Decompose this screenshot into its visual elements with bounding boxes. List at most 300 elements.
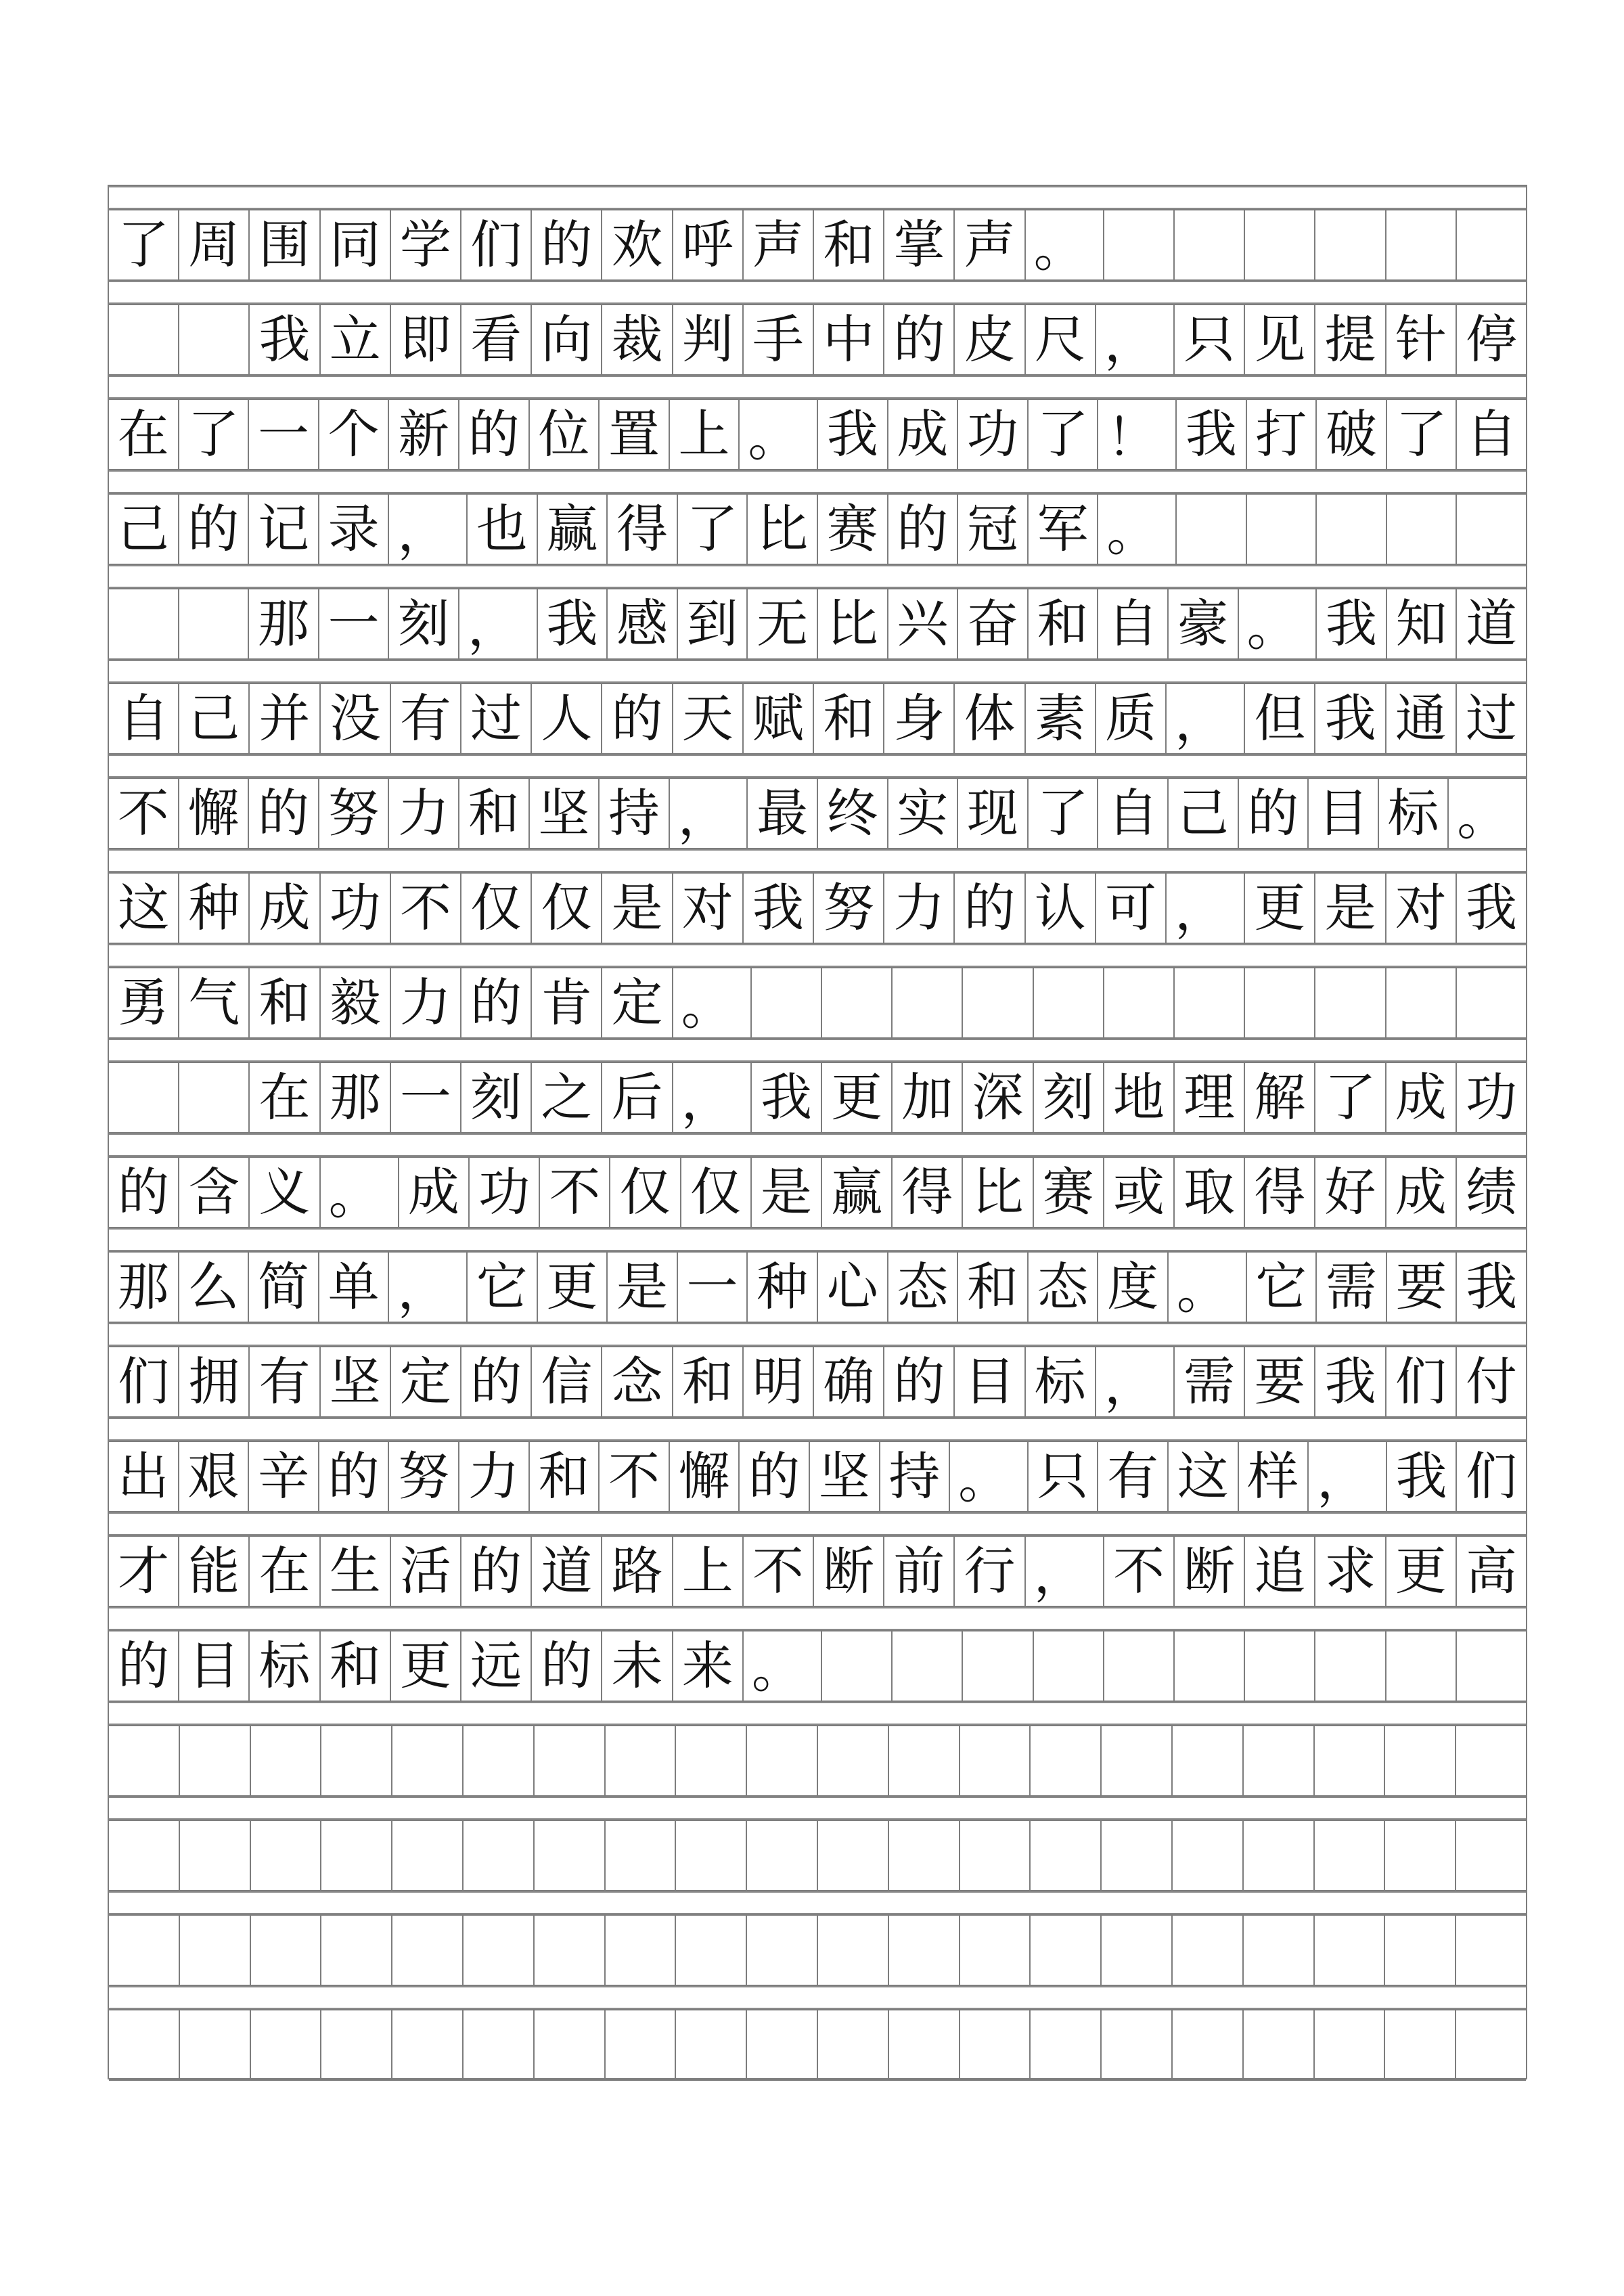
grid-cell bbox=[1456, 1630, 1526, 1702]
grid-cell: 我 bbox=[248, 304, 319, 376]
grid-cell bbox=[604, 1820, 675, 1891]
grid-cell bbox=[179, 1914, 250, 1986]
grid-cell: 的 bbox=[738, 1441, 809, 1512]
grid-cell: 付 bbox=[1456, 1346, 1526, 1418]
grid-cell bbox=[1384, 1914, 1455, 1986]
grid-cell: 不 bbox=[742, 1535, 813, 1607]
grid-cell: 态 bbox=[1027, 1251, 1098, 1323]
grid-cell: 皮 bbox=[953, 304, 1024, 376]
grid-cell: 深 bbox=[962, 1062, 1032, 1133]
grid-cell bbox=[817, 1914, 888, 1986]
grid-cell: 理 bbox=[1173, 1062, 1244, 1133]
line-spacer bbox=[109, 1702, 1526, 1725]
grid-cell bbox=[675, 1914, 746, 1986]
grid-cell: 更 bbox=[1385, 1535, 1456, 1607]
grid-cell: 学 bbox=[390, 209, 460, 281]
grid-cell bbox=[1242, 1820, 1313, 1891]
grid-cell: 目 bbox=[178, 1630, 248, 1702]
grid-cell: 刻 bbox=[388, 588, 458, 660]
grid-row bbox=[109, 493, 1526, 565]
grid-cell bbox=[533, 1725, 604, 1797]
grid-cell: 绩 bbox=[1456, 1156, 1526, 1228]
grid-cell bbox=[1171, 2009, 1242, 2081]
grid-cell: 即 bbox=[390, 304, 460, 376]
grid-cell: 功 bbox=[1456, 1062, 1526, 1133]
grid-cell bbox=[1244, 1630, 1314, 1702]
grid-row bbox=[109, 1062, 1526, 1133]
grid-cell: 的 bbox=[601, 683, 671, 755]
grid-cell bbox=[1242, 2009, 1313, 2081]
grid-cell: 含 bbox=[178, 1156, 248, 1228]
grid-cell bbox=[109, 588, 178, 660]
grid-cell: 追 bbox=[1244, 1535, 1314, 1607]
grid-cell: ， bbox=[1095, 304, 1173, 376]
grid-cell bbox=[1315, 493, 1386, 565]
grid-cell: 成 bbox=[398, 1156, 468, 1228]
manuscript-grid-paper bbox=[108, 185, 1527, 2079]
grid-cell: 刻 bbox=[1033, 1062, 1103, 1133]
grid-row bbox=[109, 1346, 1526, 1418]
grid-cell: 标 bbox=[248, 1630, 319, 1702]
grid-cell bbox=[1175, 493, 1246, 565]
grid-cell: 置 bbox=[598, 399, 669, 470]
grid-cell: ， bbox=[388, 493, 466, 565]
grid-cell: 终 bbox=[817, 778, 887, 849]
grid-cell: 尺 bbox=[1024, 304, 1095, 376]
grid-cell: 现 bbox=[957, 778, 1027, 849]
grid-cell: 单 bbox=[318, 1251, 388, 1323]
grid-cell: 但 bbox=[1244, 683, 1314, 755]
grid-cell: 那 bbox=[248, 588, 318, 660]
grid-cell: 远 bbox=[460, 1630, 531, 1702]
grid-cell: ， bbox=[669, 778, 747, 849]
grid-cell bbox=[1103, 967, 1173, 1039]
grid-cell: 了 bbox=[109, 209, 178, 281]
grid-cell: 一 bbox=[677, 1251, 747, 1323]
grid-cell bbox=[817, 1725, 888, 1797]
grid-cell: 无 bbox=[746, 588, 817, 660]
grid-cell bbox=[109, 1062, 178, 1133]
grid-cell: 种 bbox=[746, 1251, 817, 1323]
grid-cell bbox=[817, 2009, 888, 2081]
grid-cell: 我 bbox=[1456, 1251, 1526, 1323]
grid-cell: 的 bbox=[178, 493, 248, 565]
grid-cell bbox=[109, 1914, 179, 1986]
grid-cell: 对 bbox=[672, 872, 742, 944]
grid-cell: 仅 bbox=[609, 1156, 679, 1228]
grid-cell bbox=[1313, 1914, 1384, 1986]
grid-cell: 是 bbox=[750, 1156, 821, 1228]
grid-cell: 自 bbox=[1097, 778, 1167, 849]
grid-cell bbox=[250, 1914, 321, 1986]
grid-cell bbox=[888, 2009, 959, 2081]
grid-cell: 身 bbox=[883, 683, 953, 755]
grid-cell: 仅 bbox=[460, 872, 531, 944]
grid-cell: 力 bbox=[883, 872, 953, 944]
grid-cell bbox=[320, 1725, 391, 1797]
grid-cell bbox=[1171, 1725, 1242, 1797]
grid-cell: 认 bbox=[1024, 872, 1095, 944]
grid-cell: 力 bbox=[458, 1441, 528, 1512]
grid-row bbox=[109, 304, 1526, 376]
grid-cell: 解 bbox=[1244, 1062, 1314, 1133]
grid-cell bbox=[320, 1820, 391, 1891]
grid-cell: 见 bbox=[1244, 304, 1314, 376]
grid-cell bbox=[891, 967, 962, 1039]
grid-cell: 不 bbox=[390, 872, 460, 944]
grid-cell: 们 bbox=[1456, 1441, 1526, 1512]
grid-cell: 和 bbox=[1027, 588, 1098, 660]
grid-cell: ！ bbox=[1097, 399, 1175, 470]
grid-cell bbox=[962, 1630, 1032, 1702]
grid-cell: 毅 bbox=[319, 967, 390, 1039]
grid-cell: 力 bbox=[388, 778, 458, 849]
grid-cell: 比 bbox=[746, 493, 817, 565]
grid-cell: 上 bbox=[672, 1535, 742, 1607]
grid-cell: 在 bbox=[109, 399, 178, 470]
grid-cell: 未 bbox=[601, 1630, 671, 1702]
grid-cell: 并 bbox=[248, 683, 319, 755]
grid-cell: 态 bbox=[887, 1251, 957, 1323]
line-spacer bbox=[109, 1323, 1526, 1346]
grid-cell bbox=[462, 2009, 533, 2081]
line-spacer bbox=[109, 849, 1526, 872]
grid-cell bbox=[1313, 1725, 1384, 1797]
grid-cell bbox=[675, 1725, 746, 1797]
grid-cell: 的 bbox=[458, 399, 528, 470]
grid-cell: 或 bbox=[1103, 1156, 1173, 1228]
grid-cell: 位 bbox=[528, 399, 599, 470]
grid-row bbox=[109, 1441, 1526, 1512]
grid-cell bbox=[1173, 1630, 1244, 1702]
grid-cell: 自 bbox=[1097, 588, 1167, 660]
grid-cell: 我 bbox=[742, 872, 813, 944]
grid-cell: 地 bbox=[1103, 1062, 1173, 1133]
grid-cell bbox=[888, 1725, 959, 1797]
grid-cell: 心 bbox=[817, 1251, 887, 1323]
grid-cell: 停 bbox=[1456, 304, 1526, 376]
grid-cell: 比 bbox=[817, 588, 887, 660]
grid-cell: 之 bbox=[531, 1062, 601, 1133]
grid-cell: 天 bbox=[672, 683, 742, 755]
grid-cell: 我 bbox=[537, 588, 607, 660]
grid-cell: 得 bbox=[606, 493, 677, 565]
grid-cell bbox=[1384, 1820, 1455, 1891]
grid-cell: 我 bbox=[1315, 588, 1386, 660]
grid-cell: 需 bbox=[1173, 1346, 1244, 1418]
grid-cell: ， bbox=[672, 1062, 750, 1133]
grid-cell: 豪 bbox=[1167, 588, 1238, 660]
grid-cell bbox=[746, 2009, 817, 2081]
grid-cell: 那 bbox=[319, 1062, 390, 1133]
grid-cell: 是 bbox=[606, 1251, 677, 1323]
grid-cell: 了 bbox=[1027, 399, 1098, 470]
grid-cell: 裁 bbox=[601, 304, 671, 376]
grid-cell: 中 bbox=[813, 304, 883, 376]
grid-cell: 。 bbox=[1024, 209, 1103, 281]
grid-cell: 赛 bbox=[1033, 1156, 1103, 1228]
grid-cell: 和 bbox=[672, 1346, 742, 1418]
grid-cell bbox=[178, 1062, 248, 1133]
grid-cell: 坚 bbox=[809, 1441, 879, 1512]
grid-cell bbox=[888, 1820, 959, 1891]
grid-cell: 素 bbox=[1024, 683, 1095, 755]
grid-cell: 记 bbox=[248, 493, 318, 565]
grid-cell bbox=[1244, 967, 1314, 1039]
grid-cell: 了 bbox=[677, 493, 747, 565]
grid-cell bbox=[1384, 1725, 1455, 1797]
grid-cell bbox=[1313, 2009, 1384, 2081]
grid-cell: 我 bbox=[750, 1062, 821, 1133]
grid-cell: 那 bbox=[109, 1251, 178, 1323]
grid-cell bbox=[959, 1914, 1030, 1986]
line-spacer bbox=[109, 376, 1526, 399]
grid-cell: 道 bbox=[1456, 588, 1526, 660]
grid-cell: 断 bbox=[813, 1535, 883, 1607]
grid-cell: 成 bbox=[887, 399, 957, 470]
grid-row bbox=[109, 1251, 1526, 1323]
grid-cell: 自 bbox=[1456, 399, 1526, 470]
grid-cell: 在 bbox=[248, 1062, 319, 1133]
grid-cell: 明 bbox=[742, 1346, 813, 1418]
grid-cell bbox=[746, 1914, 817, 1986]
grid-cell: 要 bbox=[1244, 1346, 1314, 1418]
grid-cell: 标 bbox=[1378, 778, 1448, 849]
grid-cell: 更 bbox=[821, 1062, 891, 1133]
grid-cell: 的 bbox=[531, 1630, 601, 1702]
grid-cell: 生 bbox=[319, 1535, 390, 1607]
grid-cell bbox=[1100, 1820, 1171, 1891]
grid-cell bbox=[1385, 1630, 1456, 1702]
grid-cell bbox=[1314, 1630, 1384, 1702]
grid-cell: 不 bbox=[539, 1156, 609, 1228]
grid-row bbox=[109, 872, 1526, 944]
grid-cell: 它 bbox=[1246, 1251, 1316, 1323]
grid-cell bbox=[1033, 967, 1103, 1039]
grid-cell bbox=[1100, 1914, 1171, 1986]
grid-cell: 的 bbox=[953, 872, 1024, 944]
grid-row bbox=[109, 588, 1526, 660]
grid-cell bbox=[1029, 1725, 1100, 1797]
grid-cell: 冠 bbox=[957, 493, 1027, 565]
grid-cell: 拥 bbox=[178, 1346, 248, 1418]
grid-cell: 体 bbox=[953, 683, 1024, 755]
grid-cell: 欢 bbox=[601, 209, 671, 281]
grid-cell: 。 bbox=[1097, 493, 1175, 565]
grid-cell: 目 bbox=[1307, 778, 1378, 849]
grid-cell bbox=[109, 1725, 179, 1797]
grid-cell bbox=[746, 1820, 817, 1891]
grid-row bbox=[109, 399, 1526, 470]
grid-cell: 同 bbox=[319, 209, 390, 281]
grid-cell: 来 bbox=[672, 1630, 742, 1702]
grid-cell: 的 bbox=[318, 1441, 388, 1512]
grid-cell: 有 bbox=[248, 1346, 319, 1418]
line-spacer bbox=[109, 1986, 1526, 2009]
grid-cell: 前 bbox=[883, 1535, 953, 1607]
grid-cell: 力 bbox=[390, 967, 460, 1039]
grid-cell: 人 bbox=[531, 683, 601, 755]
grid-cell: 高 bbox=[1456, 1535, 1526, 1607]
grid-cell: 通 bbox=[1385, 683, 1456, 755]
grid-cell: 围 bbox=[248, 209, 319, 281]
grid-cell bbox=[1386, 493, 1456, 565]
grid-cell: ， bbox=[458, 588, 537, 660]
grid-row bbox=[109, 1535, 1526, 1607]
grid-cell: 的 bbox=[460, 1535, 531, 1607]
grid-cell bbox=[320, 2009, 391, 2081]
grid-cell: 声 bbox=[953, 209, 1024, 281]
grid-cell bbox=[1246, 493, 1316, 565]
grid-cell: 是 bbox=[601, 872, 671, 944]
grid-cell bbox=[1173, 209, 1244, 281]
grid-cell: 功 bbox=[319, 872, 390, 944]
grid-cell bbox=[1173, 967, 1244, 1039]
grid-cell bbox=[675, 1820, 746, 1891]
line-spacer bbox=[109, 186, 1526, 209]
grid-cell bbox=[391, 1914, 462, 1986]
grid-cell: 坚 bbox=[319, 1346, 390, 1418]
grid-cell: 简 bbox=[248, 1251, 318, 1323]
grid-row bbox=[109, 1820, 1526, 1891]
line-spacer bbox=[109, 1891, 1526, 1914]
grid-cell: 信 bbox=[531, 1346, 601, 1418]
grid-cell: 懈 bbox=[669, 1441, 739, 1512]
line-spacer bbox=[109, 470, 1526, 493]
grid-cell bbox=[1384, 2009, 1455, 2081]
grid-cell bbox=[959, 2009, 1030, 2081]
line-spacer bbox=[109, 660, 1526, 683]
grid-cell: 的 bbox=[460, 1346, 531, 1418]
grid-cell: 我 bbox=[1456, 872, 1526, 944]
grid-cell: 可 bbox=[1095, 872, 1165, 944]
grid-cell: 更 bbox=[1244, 872, 1314, 944]
grid-cell: 周 bbox=[178, 209, 248, 281]
grid-cell bbox=[250, 2009, 321, 2081]
grid-cell: 兴 bbox=[887, 588, 957, 660]
grid-cell: 奋 bbox=[957, 588, 1027, 660]
grid-cell: 提 bbox=[1314, 304, 1384, 376]
grid-cell bbox=[604, 1914, 675, 1986]
grid-row bbox=[109, 1914, 1526, 1986]
grid-cell: 知 bbox=[1386, 588, 1456, 660]
grid-cell: 出 bbox=[109, 1441, 178, 1512]
grid-cell: 只 bbox=[1027, 1441, 1098, 1512]
grid-cell: 才 bbox=[109, 1535, 178, 1607]
grid-cell bbox=[746, 1725, 817, 1797]
grid-cell bbox=[1456, 967, 1526, 1039]
grid-cell: ， bbox=[1165, 683, 1244, 755]
grid-cell: 成 bbox=[1385, 1156, 1456, 1228]
grid-cell: 也 bbox=[466, 493, 537, 565]
grid-cell: 赢 bbox=[821, 1156, 891, 1228]
grid-cell: 懈 bbox=[178, 778, 248, 849]
grid-cell: 和 bbox=[813, 683, 883, 755]
grid-cell: 了 bbox=[1027, 778, 1098, 849]
grid-cell bbox=[1103, 1630, 1173, 1702]
grid-cell: 功 bbox=[957, 399, 1027, 470]
grid-cell: 不 bbox=[1103, 1535, 1173, 1607]
grid-cell: 需 bbox=[1315, 1251, 1386, 1323]
grid-cell: 和 bbox=[528, 1441, 599, 1512]
grid-cell: 有 bbox=[1097, 1441, 1167, 1512]
grid-cell: 样 bbox=[1238, 1441, 1308, 1512]
grid-row bbox=[109, 778, 1526, 849]
grid-cell bbox=[1455, 2009, 1526, 2081]
grid-cell bbox=[250, 1725, 321, 1797]
grid-cell bbox=[1029, 1820, 1100, 1891]
grid-cell: 后 bbox=[601, 1062, 671, 1133]
grid-cell: 比 bbox=[962, 1156, 1032, 1228]
grid-cell: 掌 bbox=[883, 209, 953, 281]
grid-cell: 定 bbox=[390, 1346, 460, 1418]
grid-cell: 坚 bbox=[528, 778, 599, 849]
grid-cell: 判 bbox=[672, 304, 742, 376]
grid-cell bbox=[604, 1725, 675, 1797]
grid-cell bbox=[1455, 1725, 1526, 1797]
grid-cell: 和 bbox=[248, 967, 319, 1039]
grid-cell bbox=[179, 1725, 250, 1797]
grid-cell: 一 bbox=[390, 1062, 460, 1133]
grid-cell: 声 bbox=[742, 209, 813, 281]
grid-cell bbox=[1171, 1820, 1242, 1891]
line-spacer bbox=[109, 944, 1526, 967]
grid-cell bbox=[1029, 1914, 1100, 1986]
grid-cell bbox=[179, 1820, 250, 1891]
grid-cell bbox=[675, 2009, 746, 2081]
grid-cell bbox=[888, 1914, 959, 1986]
grid-cell: 种 bbox=[178, 872, 248, 944]
grid-cell: 求 bbox=[1314, 1535, 1384, 1607]
grid-cell: 我 bbox=[1314, 683, 1384, 755]
grid-cell: 。 bbox=[1447, 778, 1526, 849]
grid-cell: 好 bbox=[1314, 1156, 1384, 1228]
grid-row bbox=[109, 1630, 1526, 1702]
grid-cell: 己 bbox=[178, 683, 248, 755]
grid-cell: 不 bbox=[598, 1441, 669, 1512]
grid-cell: 仅 bbox=[531, 872, 601, 944]
grid-cell: 持 bbox=[879, 1441, 949, 1512]
grid-cell: 念 bbox=[601, 1346, 671, 1418]
grid-cell: 录 bbox=[318, 493, 388, 565]
grid-cell bbox=[533, 1914, 604, 1986]
grid-cell: 新 bbox=[388, 399, 458, 470]
line-spacer bbox=[109, 1133, 1526, 1156]
grid-cell: 活 bbox=[390, 1535, 460, 1607]
grid-cell bbox=[462, 1820, 533, 1891]
grid-cell bbox=[959, 1725, 1030, 1797]
grid-cell bbox=[320, 1914, 391, 1986]
grid-cell: 军 bbox=[1027, 493, 1098, 565]
grid-cell: 和 bbox=[458, 778, 528, 849]
grid-cell bbox=[109, 1820, 179, 1891]
grid-cell: 己 bbox=[1167, 778, 1238, 849]
grid-cell: 不 bbox=[109, 778, 178, 849]
grid-cell bbox=[391, 1820, 462, 1891]
grid-cell: 过 bbox=[460, 683, 531, 755]
grid-cell: 们 bbox=[1385, 1346, 1456, 1418]
grid-cell bbox=[391, 2009, 462, 2081]
grid-cell: 针 bbox=[1385, 304, 1456, 376]
grid-cell bbox=[1385, 209, 1456, 281]
grid-cell: 个 bbox=[318, 399, 388, 470]
grid-cell: 是 bbox=[1314, 872, 1384, 944]
grid-cell: 标 bbox=[1024, 1346, 1095, 1418]
grid-cell: 辛 bbox=[248, 1441, 318, 1512]
grid-cell: 仅 bbox=[680, 1156, 750, 1228]
line-spacer bbox=[109, 1607, 1526, 1630]
grid-cell bbox=[1385, 967, 1456, 1039]
